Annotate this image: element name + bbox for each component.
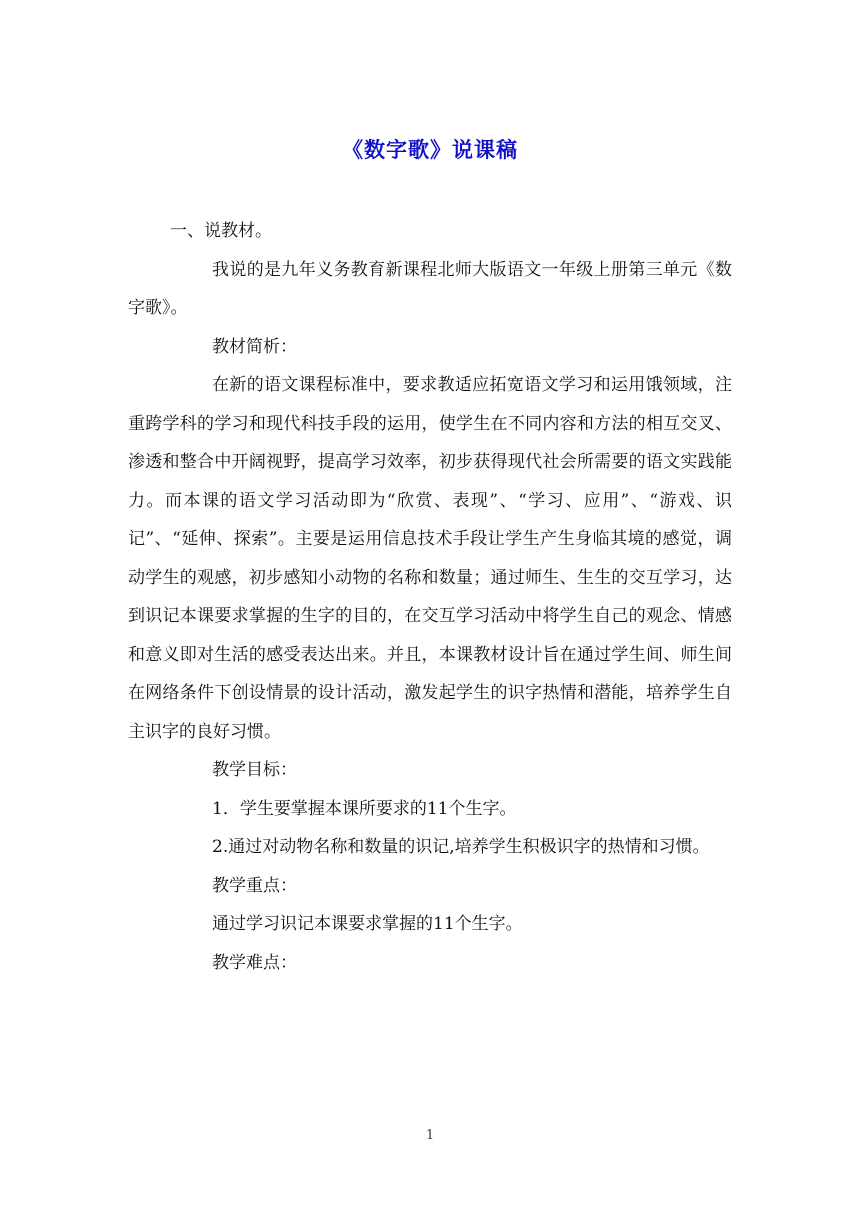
paragraph-teaching-focus: 通过学习识记本课要求掌握的11个生字。: [212, 914, 523, 934]
document-body: [128, 212, 732, 982]
section-heading-textbook: 一、说教材。: [170, 221, 272, 241]
page-number: 1: [425, 1128, 435, 1143]
subheading-teaching-focus: 教学重点：: [212, 875, 297, 896]
subheading-teaching-goals: 教学目标：: [212, 760, 297, 780]
subheading-teaching-difficulty: 教学难点：: [212, 952, 297, 973]
document-title: 《数字歌》说课稿: [342, 137, 518, 162]
paragraph-analysis: 在新的语文课程标准中，要求教适应拓宽语文学习和运用饿领域，注重跨学科的学习和现代科技手段的运用，使学生在不同内容和方法的相互交叉、渗透和整合中开阔视野，提高学习效率，初步获得现代社会所需要的语文实践能力。而本课的语文学习活动即为“欣赏、表现”、“学习、应用”、“游戏、识记”、“延伸、探索”。主要是运用信息技术手段让学生产生身临其境的感觉，调动学生的观感，初步感知小动物的名称和数量；通过师生、生生的交互学习，达到识记本课要求掌握的生字的目的，在交互学习活动中将学生自己的观念、情感和意义即对生活的感受表达出来。并且，本课教材设计旨在通过学生间、师生间在网络条件下创设情景的设计活动，激发起学生的识字热情和潜能，培养学生自主识字的良好习惯。: [128, 375, 732, 742]
paragraph-intro: 我说的是九年义务教育新课程北师大版语文一年级上册第三单元《数字歌》。: [128, 259, 732, 318]
goal-item-1: 1．学生要掌握本课所要求的11个生字。: [212, 798, 517, 819]
goal-item-2: 2.通过对动物名称和数量的识记,培养学生积极识字的热情和习惯。: [212, 837, 710, 857]
subheading-textbook-analysis: 教材简析：: [212, 336, 297, 357]
